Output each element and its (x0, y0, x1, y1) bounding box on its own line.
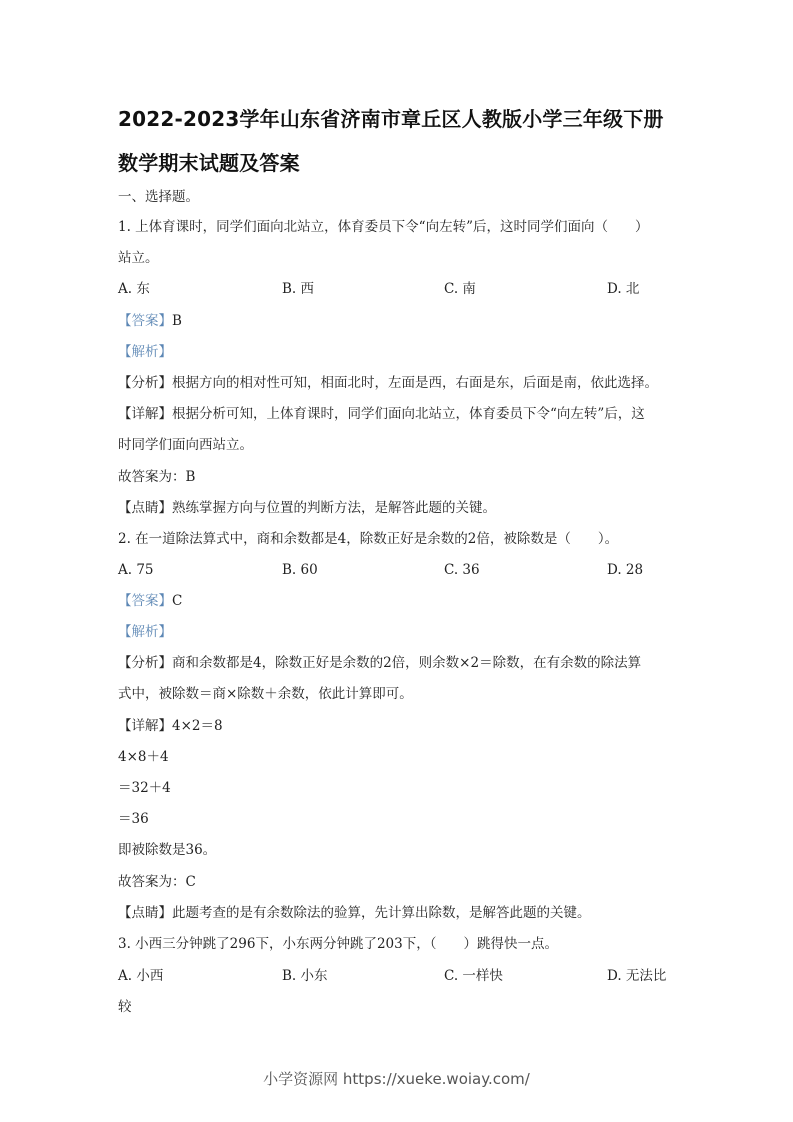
dianjing-label: 【点睛】 (118, 500, 172, 516)
q2-step-1: 4×8＋4 (118, 749, 169, 765)
q1-stem-line2: 站立。 (118, 250, 159, 266)
q2-fenxi-line2: 式中，被除数＝商×除数＋余数，依此计算即可。 (118, 686, 413, 702)
q2-stem: 2. 在一道除法算式中，商和余数都是4，除数正好是余数的2倍，被除数是（ ）。 (118, 531, 619, 547)
q3-option-a: A. 小西 (118, 968, 164, 984)
footer-watermark: 小学资源网 https://xueke.woiay.com/ (263, 1070, 530, 1088)
q1-option-a: A. 东 (118, 281, 150, 297)
answer-label: 【答案】 (118, 313, 172, 329)
section-heading: 一、选择题。 (118, 189, 199, 205)
answer-label: 【答案】 (118, 593, 172, 609)
dianjing-label: 【点睛】 (118, 905, 172, 921)
q1-answer (118, 312, 182, 330)
q2-step-2: ＝32＋4 (118, 780, 171, 796)
answer-value: B (172, 313, 182, 329)
q3-option-c: C. 一样快 (444, 968, 503, 984)
q2-option-b: B. 60 (282, 562, 318, 578)
q2-conclusion: 即被除数是36。 (118, 842, 217, 858)
q2-analysis-label: 【解析】 (118, 624, 172, 640)
q2-step-3: ＝36 (118, 811, 149, 827)
fenxi-text: 商和余数都是4，除数正好是余数的2倍，则余数×2＝除数，在有余数的除法算 (172, 655, 642, 671)
q2-final-answer: 故答案为：C (118, 874, 196, 890)
q2-dianjing (118, 904, 591, 922)
q3-option-d-wrap: 较 (118, 999, 132, 1015)
document-title-line1: 2022-2023学年山东省济南市章丘区人教版小学三年级下册 (118, 107, 664, 131)
q3-option-b: B. 小东 (282, 968, 328, 984)
q1-option-d: D. 北 (607, 281, 640, 297)
q1-xiangjie-line1 (118, 405, 645, 423)
xiangjie-label: 【详解】 (118, 718, 172, 734)
q1-fenxi (118, 374, 658, 392)
fenxi-label: 【分析】 (118, 655, 172, 671)
q3-option-d: D. 无法比 (607, 968, 667, 984)
q1-analysis-label: 【解析】 (118, 344, 172, 360)
q1-stem-line1: 1. 上体育课时，同学们面向北站立，体育委员下令“向左转”后，这时同学们面向（ ） (118, 219, 649, 235)
q2-option-c: C. 36 (444, 562, 480, 578)
fenxi-label: 【分析】 (118, 375, 172, 391)
q2-option-a: A. 75 (118, 562, 154, 578)
q3-stem: 3. 小西三分钟跳了296下，小东两分钟跳了203下，（ ）跳得快一点。 (118, 936, 558, 952)
dianjing-text: 此题考查的是有余数除法的验算，先计算出除数，是解答此题的关键。 (172, 905, 591, 921)
answer-value: C (172, 593, 183, 609)
q1-xiangjie-line2: 时同学们面向西站立。 (118, 437, 253, 453)
fenxi-text: 根据方向的相对性可知，相面北时，左面是西，右面是东，后面是南，依此选择。 (172, 375, 658, 391)
q2-xiangjie-line1 (118, 717, 223, 735)
q1-final-answer: 故答案为：B (118, 469, 196, 485)
q2-fenxi-line1 (118, 654, 641, 672)
xiangjie-text: 根据分析可知，上体育课时，同学们面向北站立，体育委员下令“向左转”后，这 (172, 406, 645, 422)
q2-answer (118, 592, 182, 610)
q1-dianjing (118, 499, 496, 517)
xiangjie-text: 4×2＝8 (172, 718, 223, 734)
q2-option-d: D. 28 (607, 562, 644, 578)
document-title-line2: 数学期末试题及答案 (118, 151, 300, 175)
q1-option-b: B. 西 (282, 281, 315, 297)
dianjing-text: 熟练掌握方向与位置的判断方法，是解答此题的关键。 (172, 500, 496, 516)
xiangjie-label: 【详解】 (118, 406, 172, 422)
q1-option-c: C. 南 (444, 281, 476, 297)
